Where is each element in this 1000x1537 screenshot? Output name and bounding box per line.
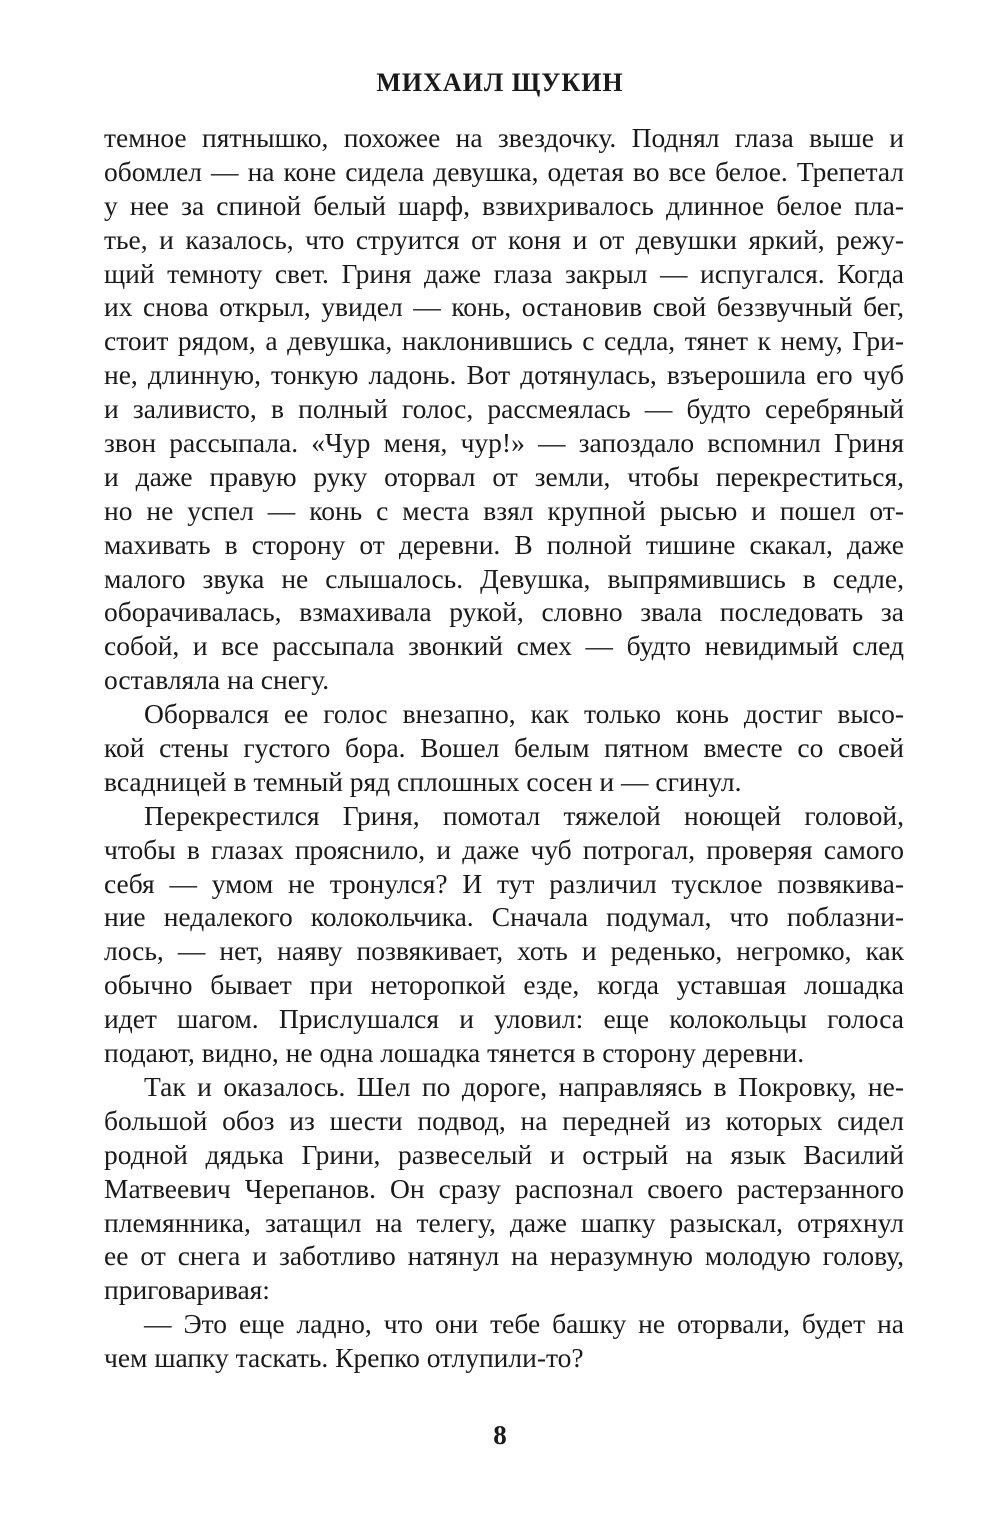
text-line: махивать в сторону от деревни. В полной тишине скакал, даже: [104, 528, 904, 560]
text-line: собой, и все рассыпала звонкий смех — будто невидимый след: [104, 630, 904, 662]
text-line: малого звука не слышалось. Девушка, выпрямившись в седле,: [104, 562, 904, 594]
text-line: ние недалекого колокольчика. Сначала подумал, что поблазни-: [104, 901, 904, 933]
text-line: всадницей в темный ряд сплошных сосен и — сгинул.: [104, 765, 742, 797]
text-line: большой обоз из шести подвод, на передней из которых сидел: [104, 1104, 904, 1136]
text-line: и даже правую руку оторвал от земли, чтобы перекреститься,: [104, 460, 904, 492]
text-line: чтобы в глазах прояснило, и даже чуб потрогал, проверяя самого: [104, 833, 904, 865]
body-text: [104, 121, 904, 1375]
text-line: но не успел — конь с места взял крупной рысью и пошел от-: [104, 494, 904, 526]
text-line: кой стены густого бора. Вошел белым пятном вместе со своей: [104, 732, 904, 764]
dialogue-line: чем шапку таскать. Крепко отлупили-то?: [104, 1342, 584, 1374]
text-line: племянника, затащил на телегу, даже шапку разыскал, отряхнул: [104, 1206, 904, 1238]
text-line: у нее за спиной белый шарф, взвихривалось длинное белое пла-: [104, 189, 904, 221]
text-line: темное пятнышко, похожее на звездочку. Поднял глаза выше и: [104, 122, 904, 153]
text-line: оборачивалась, взмахивала рукой, словно звала последовать за: [104, 596, 904, 628]
text-line: звон рассыпала. «Чур меня, чур!» — запоздало вспомнил Гриня: [104, 427, 904, 459]
text-line: лось, — нет, наяву позвякивает, хоть и реденько, негромко, как: [104, 935, 904, 967]
text-line: себя — умом не тронулся? И тут различил тусклое позвякива-: [104, 867, 904, 899]
text-line: Матвеевич Черепанов. Он сразу распознал своего растерзанного: [104, 1172, 904, 1204]
text-line: идет шагом. Прислушался и уловил: еще колокольцы голоса: [104, 1003, 904, 1035]
text-line: Оборвался ее голос внезапно, как только конь достиг высо-: [144, 698, 904, 730]
text-line: Перекрестился Гриня, помотал тяжелой ноющей головой,: [144, 799, 904, 831]
text-line: оставляла на снегу.: [104, 664, 330, 696]
dialogue-line: — Это еще ладно, что они тебе башку не оторвали, будет на: [144, 1308, 904, 1340]
text-line: тье, и казалось, что струится от коня и от девушки яркий, режу-: [104, 223, 904, 255]
text-line: приговаривая:: [104, 1274, 270, 1306]
text-line: щий темноту свет. Гриня даже глаза закрыл — испугался. Когда: [104, 257, 904, 289]
text-line: родной дядька Грини, развеселый и острый на язык Василий: [104, 1138, 904, 1170]
text-line: подают, видно, не одна лошадка тянется в сторону деревни.: [104, 1037, 805, 1069]
page-number: 8: [493, 1420, 507, 1450]
text-line: обычно бывает при неторопкой езде, когда уставшая лошадка: [104, 969, 904, 1001]
text-line: и заливисто, в полный голос, рассмеялась — будто серебряный: [104, 393, 904, 425]
text-line: их снова открыл, увидел — конь, остановив свой беззвучный бег,: [104, 291, 904, 323]
text-line: не, длинную, тонкую ладонь. Вот дотянулась, взъерошила его чуб: [104, 359, 904, 391]
running-head-author: МИХАИЛ ЩУКИН: [376, 68, 624, 97]
text-line: Так и оказалось. Шел по дороге, направляясь в Покровку, не-: [144, 1070, 904, 1102]
text-line: ее от снега и заботливо натянул на неразумную молодую голову,: [104, 1240, 904, 1272]
text-line: стоит рядом, а девушка, наклонившись с седла, тянет к нему, Гри-: [104, 325, 904, 357]
text-line: обомлел — на коне сидела девушка, одетая во все белое. Трепетал: [104, 155, 904, 187]
